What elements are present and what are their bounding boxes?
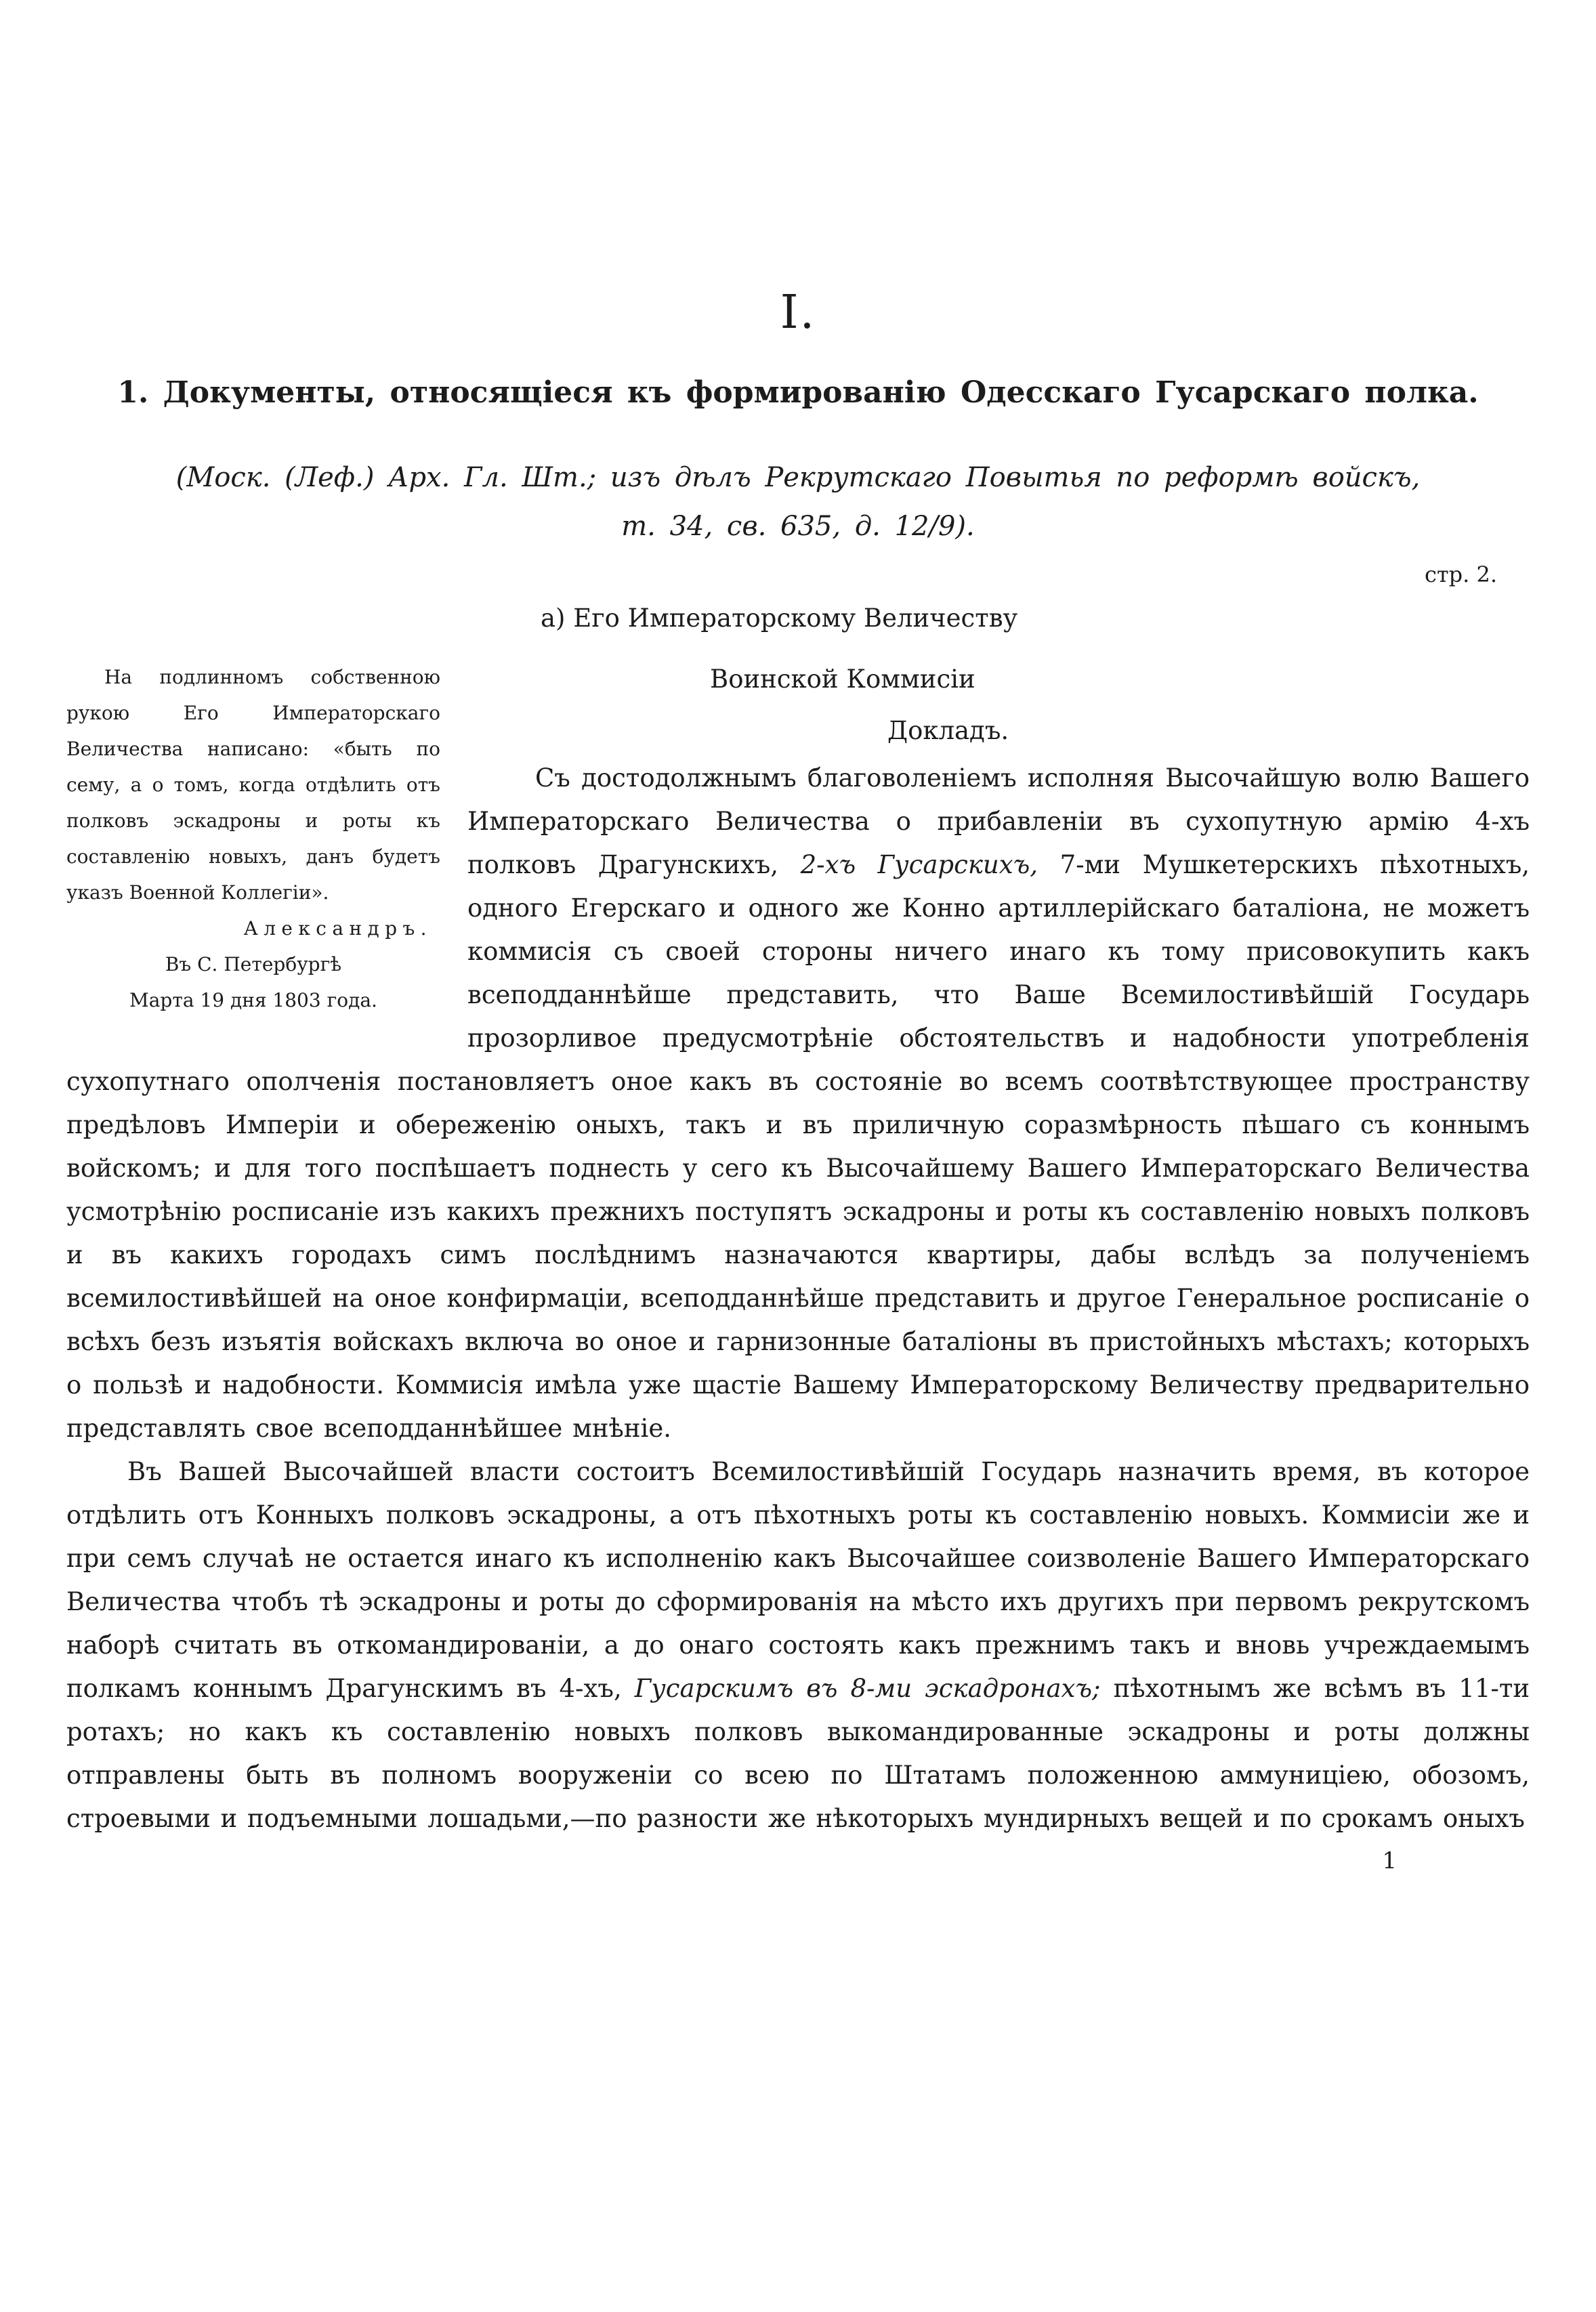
section-roman-numeral: I. (780, 286, 816, 339)
source-citation (66, 453, 1530, 551)
document-heading: 1. Документы, относящіеся къ формированію Одесскаго Гусарскаго полка. (117, 375, 1479, 410)
report-title: Докладъ. (887, 715, 1009, 745)
paragraph-2-italic: Гусарскимъ въ 8-ми эскадронахъ; (634, 1673, 1101, 1703)
source-citation-line2: т. 34, св. 635, д. 12/9). (621, 510, 975, 542)
margin-note-text: На подлинномъ собственною рукою Его Императорскаго Величества написано: «быть по сему, а о томъ, когда отдѣлить отъ полковъ эскадроны и роты къ составленію новыхъ, данъ будетъ указъ Военной Коллегіи». (66, 665, 440, 904)
paragraph-2-text: Въ Вашей Высочайшей власти состоитъ Всемилостивѣйшій Государь назначить время, въ которое отдѣлить отъ Конныхъ полковъ эскадроны, а отъ пѣхотныхъ роты къ составленію новыхъ. Коммисіи же и при семъ случаѣ не остается инаго къ исполненію какъ Высочайшее соизволеніе Вашего Императорскаго Величества чтобъ тѣ эскадроны и роты до сформированія на мѣсто ихъ другихъ при первомъ рекрутскомъ наборѣ считать въ откомандированіи, а до онаго состоять какъ прежнимъ такъ и вновь учреждаемымъ полкамъ коннымъ Драгунскимъ въ 4-хъ, (66, 1456, 1530, 1703)
paragraph-1-italic: 2-хъ Гусарскихъ, (800, 849, 1038, 879)
page-content (66, 0, 1530, 1874)
margin-note-date: Марта 19 дня 1803 года. (129, 988, 377, 1011)
paragraph-1-text: Съ достодолжнымъ благоволеніемъ исполняя Высочайшую волю Вашего Императорскаго Величества о прибавленіи въ сухопутную армію 4-хъ полковъ Драгунскихъ, (467, 763, 1530, 879)
page-reference: стр. 2. (1425, 561, 1497, 587)
addressee-line: а) Его Императорскому Величеству (541, 603, 1018, 633)
paragraph-2 (66, 1450, 1530, 1841)
recipient-line: Воинской Коммисіи (710, 664, 975, 694)
paragraph-2-text-cont: пѣхотнымъ же всѣмъ въ 11-ти ротахъ; но какъ къ составленію новыхъ полковъ выкомандированные эскадроны и роты должны отправлены быть въ полномъ вооруженіи со всею по Штатамъ положенною аммуниціею, обозомъ, строевыми и подъемными лошадьми,—по разности же нѣкоторыхъ мундирныхъ вещей и по срокамъ оныхъ (66, 1673, 1530, 1833)
source-citation-line1: (Моск. (Леф.) Арх. Гл. Шт.; изъ дѣлъ Рекрутскаго Повытья по реформѣ войскъ, (175, 461, 1421, 493)
paragraph-1-text-cont: 7-ми Мушкетерскихъ пѣхотныхъ, одного Егерскаго и одного же Конно артиллерійскаго баталіона, не можетъ коммисія съ своей стороны ничего инаго къ тому присовокупить какъ всеподданнѣйше представить, что Ваше Всемилостивѣйшій Государь прозорливое предусмотрѣніе обстоятельствъ и надобности употребленія сухопутнаго ополченія постановляетъ оное какъ въ состояніе во всемъ соотвѣтствующее пространству предѣловъ Имперіи и обереженію оныхъ, такъ и въ приличную соразмѣрность пѣшаго съ коннымъ войскомъ; и для того поспѣшаетъ поднесть у сего къ Высочайшему Вашего Императорскаго Величества усмотрѣнію росписаніе изъ какихъ прежнихъ поступятъ эскадроны и роты къ составленію новыхъ полковъ и въ какихъ городахъ симъ послѣднимъ назначаются квартиры, дабы вслѣдъ за полученіемъ всемилостивѣйшей на оное конфирмаціи, всеподданнѣйше представить и другое Генеральное росписаніе о всѣхъ безъ изъятія войскахъ включа во оное и гарнизонные баталіоны въ пристойныхъ мѣстахъ; которыхъ о пользѣ и надобности. Коммисія имѣла уже щастіе Вашему Императорскому Величеству предварительно представлять свое всеподданнѣйшее мнѣніе. (66, 849, 1530, 1443)
margin-note-place: Въ С. Петербургѣ (165, 952, 342, 975)
page-number: 1 (1382, 1847, 1397, 1874)
margin-note (66, 659, 440, 1018)
margin-note-signature: Александръ. (243, 917, 432, 940)
